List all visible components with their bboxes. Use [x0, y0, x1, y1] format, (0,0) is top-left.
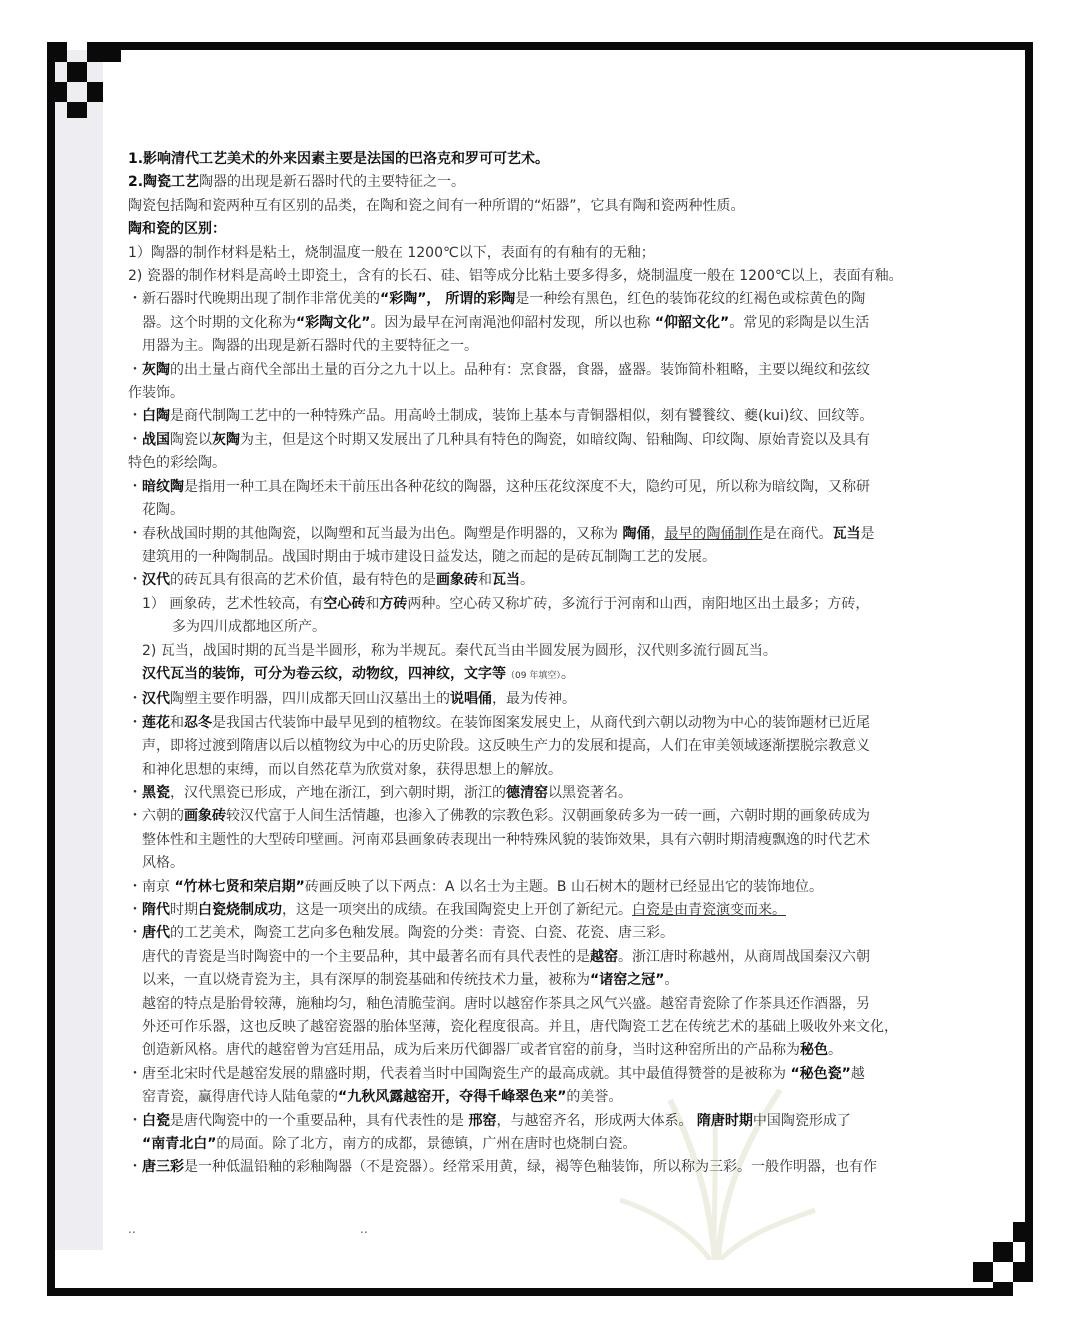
bold-term: 德清窑 — [506, 784, 548, 801]
text-segment: 以来，一直以烧青瓷为主，具有深厚的制瓷基础和传统技术力量，被称为 — [142, 972, 590, 989]
text-line — [128, 899, 978, 922]
text-segment: 声，即将过渡到隋唐以后以植物纹为中心的历史阶段。这反映生产力的发展和提高，人们在审美领域逐渐摆脱宗教意义 — [142, 738, 870, 755]
bold-term: 瓦当 — [492, 572, 520, 589]
text-segment: 和神化思想的束缚，而以自然花草为欣赏对象，获得思想上的解放。 — [142, 761, 562, 778]
text-line — [128, 1110, 978, 1133]
text-segment: 两种。空心砖又称圹砖，多流行于河南和山西，南阳地区出土最多；方砖， — [407, 595, 870, 612]
text-segment: 整体性和主题性的大型砖印壁画。河南邓县画象砖表现出一种特殊风貌的装饰效果，具有六朝时期清瘦飘逸的时代艺术 — [142, 831, 870, 848]
text-segment: ・ — [128, 925, 142, 942]
text-line — [128, 242, 978, 265]
bold-term: 隋代 — [142, 902, 170, 918]
bold-term: “彩陶”， 所谓的彩陶 — [380, 291, 516, 308]
bold-term: “秘色瓷” — [790, 1065, 851, 1082]
text-segment: 的美誉。 — [566, 1089, 623, 1106]
text-line — [128, 852, 978, 875]
bold-term: 汉代瓦当的装饰，可分为卷云纹，动物纹，四神纹，文字等 — [142, 665, 506, 682]
text-segment: （09 年填空） — [506, 670, 561, 681]
text-segment: 以黑瓷著名。 — [548, 784, 632, 801]
bold-term: “竹林七贤和荣启期” — [174, 878, 305, 895]
text-segment: ， — [650, 525, 665, 542]
bold-term: 1.影响清代工艺美术的外来因素主要是法国的巴洛克和罗可可艺术。 — [128, 151, 550, 167]
text-segment: 陶瓷包括陶和瓷两种互有区别的品类，在陶和瓷之间有一种所谓的“炻器”，它具有陶和瓷两种性质。 — [128, 197, 745, 214]
text-segment: 越窑的特点是胎骨较薄，施釉均匀，釉色清脆莹润。唐时以越窑作茶具之风气兴盛。越窑青瓷除了作茶具还作酒器，另 — [142, 995, 870, 1012]
bold-term: “仰韶文化” — [654, 314, 730, 331]
text-line — [128, 1063, 978, 1086]
bold-term: “南青北白” — [142, 1136, 217, 1153]
text-segment: 风格。 — [142, 855, 184, 872]
bold-term: 唐代 — [142, 925, 170, 942]
bold-term: 莲花 — [142, 714, 170, 731]
text-segment: ・ — [128, 478, 142, 495]
text-line — [128, 969, 978, 992]
text-line — [128, 452, 978, 475]
text-line — [128, 946, 978, 969]
bold-term: 白瓷烧制成功 — [198, 902, 282, 918]
text-segment: ・六朝的 — [128, 808, 184, 825]
text-segment: 是一种绘有黑色，红色的装饰花纹的红褐色或棕黄色的陶 — [515, 291, 866, 308]
bold-term: 空心砖 — [323, 595, 366, 612]
text-segment: 用器为主。陶器的出现是新石器时代的主要特征之一。 — [142, 338, 478, 355]
text-segment: 花陶。 — [142, 502, 184, 519]
text-line — [128, 616, 978, 639]
text-segment: 。 — [664, 972, 679, 989]
text-line — [128, 265, 978, 288]
text-line — [128, 523, 978, 546]
bold-term: 方砖 — [379, 595, 408, 612]
bold-term: 汉代 — [142, 691, 170, 708]
bold-term: “诸窑之冠” — [590, 972, 665, 989]
text-segment: 1） 画象砖，艺术性较高，有 — [142, 595, 324, 612]
text-line — [128, 593, 978, 616]
text-segment: 作装饰。 — [128, 385, 184, 402]
bold-term: 2.陶瓷工艺 — [128, 174, 200, 191]
text-line — [128, 688, 978, 711]
text-line — [128, 288, 978, 311]
text-line — [128, 712, 978, 735]
text-segment: ・ — [128, 1159, 142, 1176]
text-line — [128, 1086, 978, 1109]
text-segment: 陶瓷以 — [170, 431, 212, 448]
text-line — [128, 829, 978, 852]
text-segment: 和 — [170, 714, 184, 731]
bold-term: 邢窑 — [468, 1112, 497, 1129]
bold-term: 黑瓷 — [142, 784, 170, 801]
text-line — [128, 476, 978, 499]
text-segment: 是指用一种工具在陶坯未干前压出各种花纹的陶器，这种压花纹深度不大，隐约可见，所以称为暗纹陶，又称研 — [184, 478, 870, 495]
text-segment: 2) 瓦当，战国时期的瓦当是半圆形，称为半规瓦。秦代瓦当由半圆发展为圆形，汉代则多流行圆瓦当。 — [142, 642, 777, 659]
text-line — [128, 546, 978, 569]
bold-term: 隋唐时期 — [696, 1112, 753, 1129]
text-segment: ・ — [128, 572, 142, 589]
text-segment: 。 — [520, 572, 534, 589]
text-line — [128, 569, 978, 592]
footer-mark-left: .. — [128, 1222, 136, 1236]
footer-mark-right: .. — [360, 1222, 368, 1236]
text-segment: 是我国古代装饰中最早见到的植物纹。在装饰图案发展史上，从商代到六朝以动物为中心的装饰题材已近尾 — [212, 714, 870, 731]
text-segment: 较汉代富于人间生活情趣，也渗入了佛教的宗教色彩。汉朝画象砖多为一砖一画，六朝时期的画象砖成为 — [226, 808, 870, 825]
text-segment: 的出土量占商代全部出土量的百分之九十以上。品种有：烹食器，食器，盛器。装饰简朴粗略，主要以绳纹和弦纹 — [170, 361, 870, 378]
bold-term: 暗纹陶 — [142, 478, 184, 495]
bold-term: 画象砖 — [184, 808, 226, 825]
text-segment: 建筑用的一种陶制品。战国时期由于城市建设日益发达，随之而起的是砖瓦制陶工艺的发展。 — [142, 548, 716, 565]
text-segment: 特色的彩绘陶。 — [128, 455, 226, 472]
text-segment: 和 — [365, 595, 380, 612]
text-segment: 的局面。除了北方，南方的成都，景德镇，广州在唐时也烧制白瓷。 — [216, 1136, 637, 1153]
text-line — [128, 663, 978, 688]
text-segment: 外还可作乐器，这也反映了越窑瓷器的胎体坚薄，瓷化程度很高。并且，唐代陶瓷工艺在传统艺术的基础上吸收外来文化， — [142, 1019, 898, 1036]
text-line — [128, 359, 978, 382]
notes-content — [128, 148, 978, 1180]
text-line — [128, 195, 978, 218]
text-line — [128, 148, 978, 171]
text-line — [128, 312, 978, 335]
text-line — [128, 1016, 978, 1039]
text-line — [128, 1133, 978, 1156]
text-line — [128, 1039, 978, 1062]
text-segment: 是商代制陶工艺中的一种特殊产品。用高岭土制成，装饰上基本与青铜器相似，刻有饕餮纹、夔(kui)纹、回纹等。 — [170, 408, 874, 425]
text-segment: 窑青瓷，赢得唐代诗人陆龟蒙的 — [142, 1089, 338, 1106]
text-segment: 是 — [860, 525, 875, 542]
text-segment: 。 — [560, 665, 575, 682]
bold-term: 忍冬 — [184, 714, 212, 731]
text-segment: ・ — [128, 784, 142, 801]
text-segment: ・唐至北宋时代是越窑发展的鼎盛时期，代表着当时中国陶瓷生产的最高成就。其中最值得赞誉的是被称为 — [128, 1065, 791, 1082]
bold-term: 唐三彩 — [142, 1159, 184, 1176]
bold-term: 白陶 — [142, 408, 170, 425]
text-line — [128, 335, 978, 358]
text-segment: 是在商代。 — [762, 525, 833, 542]
text-segment: 陶器的出现是新石器时代的主要特征之一。 — [199, 174, 466, 191]
text-line — [128, 922, 978, 945]
text-segment: 唐代的青瓷是当时陶瓷中的一个主要品种，其中最著名而有具代表性的是 — [142, 948, 590, 965]
text-segment: 为主，但是这个时期又发展出了几种具有特色的陶瓷，如暗纹陶、铅釉陶、印纹陶、原始青瓷以及具有 — [240, 431, 870, 448]
text-segment: 。因为最早在河南渑池仰韶村发现，所以也称 — [370, 314, 655, 331]
bold-term: 画象砖 — [436, 572, 478, 589]
text-line — [128, 429, 978, 452]
text-segment: 。浙江唐时称越州，从商周战国秦汉六朝 — [618, 948, 870, 965]
text-segment: 白瓷是由青瓷演变而来。 — [632, 902, 786, 918]
text-segment: 时期 — [170, 902, 198, 918]
bold-term: 灰陶 — [212, 431, 240, 448]
text-line — [128, 805, 978, 828]
text-segment: 。常见的彩陶是以生活 — [729, 314, 870, 331]
bold-term: 灰陶 — [142, 361, 170, 378]
text-segment: 创造新风格。唐代的越窑曾为宫廷用品，成为后来历代御器厂或者官窑的前身，当时这种窑所出的产品称为 — [142, 1042, 800, 1059]
bold-term: “彩陶文化” — [296, 314, 371, 331]
bold-term: 陶俑 — [622, 525, 651, 542]
text-line — [128, 1156, 978, 1179]
text-segment: 和 — [478, 572, 492, 589]
bold-term: 越窑 — [590, 948, 618, 965]
bold-term: 汉代 — [142, 572, 170, 589]
text-segment: 。 — [828, 1042, 842, 1059]
text-line — [128, 993, 978, 1016]
text-line — [128, 171, 978, 194]
bold-term: 瓦当 — [832, 525, 861, 542]
text-segment: ，与越窑齐名，形成两大体系。 — [496, 1112, 697, 1129]
bold-term: 秘色 — [800, 1042, 828, 1059]
text-segment: ・ — [128, 361, 142, 378]
text-segment: 多为四川成都地区所产。 — [172, 619, 326, 636]
text-segment: ・ — [128, 902, 142, 918]
text-line — [128, 782, 978, 805]
text-segment: 砖画反映了以下两点：A 以名士为主题。B 山石树木的题材已经显出它的装饰地位。 — [304, 878, 823, 895]
text-segment: ・ — [128, 1112, 142, 1129]
text-segment: 最早的陶俑制作 — [664, 525, 763, 542]
text-segment: ・南京 — [128, 878, 175, 895]
text-line — [128, 499, 978, 522]
text-line — [128, 759, 978, 782]
text-segment: 的砖瓦具有很高的艺术价值，最有特色的是 — [170, 572, 436, 589]
text-segment: ，这是一项突出的成绩。在我国陶瓷史上开创了新纪元。 — [282, 902, 632, 918]
text-segment: ，最为传神。 — [492, 691, 576, 708]
text-line — [128, 876, 978, 899]
frame-inner-shade — [55, 50, 103, 1250]
text-segment: 器。这个时期的文化称为 — [142, 314, 296, 331]
text-segment: 2) 瓷器的制作材料是高岭土即瓷土，含有的长石、硅、铝等成分比粘土要多得多，烧制温度一般在 1200℃以上，表面有釉。 — [128, 268, 903, 285]
text-segment: 是唐代陶瓷中的一个重要品种，具有代表性的是 — [170, 1112, 469, 1129]
bold-term: “九秋风露越窑开，夺得千峰翠色来” — [338, 1089, 567, 1106]
text-line — [128, 640, 978, 663]
text-line — [128, 735, 978, 758]
text-segment: ，汉代黑瓷已形成，产地在浙江，到六朝时期，浙江的 — [170, 784, 506, 801]
text-line — [128, 382, 978, 405]
text-segment: ・ — [128, 714, 142, 731]
text-segment: 越 — [850, 1065, 865, 1082]
text-segment: ・ — [128, 691, 142, 708]
text-segment: ・ — [128, 431, 142, 448]
text-segment: 陶塑主要作明器，四川成都天回山汉墓出土的 — [170, 691, 450, 708]
text-line — [128, 218, 978, 241]
text-segment: ・新石器时代晚期出现了制作非常优美的 — [128, 291, 380, 308]
text-segment: ・ — [128, 408, 142, 425]
text-segment: 是一种低温铅釉的彩釉陶器（不是瓷器）。经常采用黄，绿，褐等色釉装饰，所以称为三彩。一般作明器，也有作 — [184, 1159, 877, 1176]
bold-term: 战国 — [142, 431, 170, 448]
bold-term: 说唱俑 — [450, 691, 492, 708]
text-line — [128, 405, 978, 428]
text-segment: 中国陶瓷形成了 — [752, 1112, 851, 1129]
text-segment: 1）陶器的制作材料是粘土，烧制温度一般在 1200℃以下，表面有的有釉有的无釉； — [128, 244, 655, 261]
bold-term: 白瓷 — [142, 1112, 170, 1129]
text-segment: ・春秋战国时期的其他陶瓷，以陶塑和瓦当最为出色。陶塑是作明器的，又称为 — [128, 525, 623, 542]
text-segment: 的工艺美术，陶瓷工艺向多色釉发展。陶瓷的分类：青瓷、白瓷、花瓷、唐三彩。 — [170, 925, 674, 942]
bold-term: 陶和瓷的区别： — [128, 221, 226, 238]
